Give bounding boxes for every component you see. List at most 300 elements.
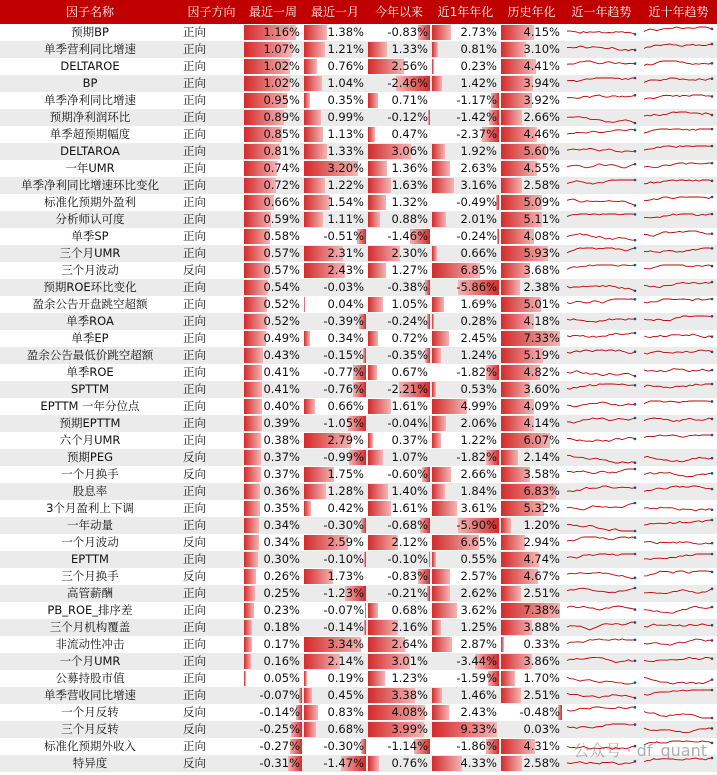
value-bar [368, 603, 378, 618]
value-cell-hist [500, 568, 563, 585]
sparkline-end-marker [711, 43, 714, 46]
value-cell-m1 [303, 381, 367, 398]
value-cell-w1 [243, 194, 303, 211]
value-text: 0.76% [327, 59, 364, 73]
sparkline-end-marker [634, 530, 637, 533]
sparkline-end-marker [634, 438, 637, 441]
value-cell-y1a [431, 721, 500, 738]
sparkline-1y [565, 500, 637, 517]
value-text: 9.33% [460, 722, 497, 736]
value-cell-hist [500, 262, 563, 279]
value-text: -1.42% [456, 110, 497, 124]
sparkline-1y [565, 432, 637, 449]
sparkline-1y [565, 381, 637, 398]
value-cell-hist [500, 687, 563, 704]
value-text: 0.43% [263, 348, 300, 362]
value-cell-hist [500, 364, 563, 381]
sparkline-end-marker [711, 265, 714, 268]
value-cell-y1a [431, 109, 500, 126]
factor-name: 盈余公告最低价跳空超额 [26, 348, 154, 362]
value-cell-ytd [367, 296, 431, 313]
sparkline-path [644, 624, 712, 627]
value-text: 0.41% [263, 382, 300, 396]
value-cell-y1a [431, 177, 500, 194]
value-bar [304, 705, 318, 720]
sparkline-10y [642, 704, 714, 721]
value-bar [244, 484, 260, 499]
value-cell-hist [500, 381, 563, 398]
value-text: 0.28% [460, 314, 497, 328]
sparkline-10y [642, 143, 714, 160]
sparkline-end-marker [711, 689, 714, 692]
value-cell-ytd [367, 194, 431, 211]
factor-name: 预期PEG [66, 450, 114, 464]
value-cell-hist [500, 211, 563, 228]
sparkline-10y [642, 500, 714, 517]
value-bar [432, 620, 441, 635]
value-cell-w1 [243, 126, 303, 143]
value-text: 3.86% [523, 654, 560, 668]
value-text: 1.70% [523, 671, 560, 685]
value-cell-m1 [303, 534, 367, 551]
value-text: 3.10% [523, 42, 560, 56]
sparkline-1y [565, 75, 637, 92]
sparkline-end-marker [634, 638, 637, 641]
value-text: 3.38% [391, 688, 428, 702]
value-bar [368, 399, 391, 414]
value-cell-y1a [431, 24, 500, 41]
factor-name: 标准化预期外收入 [44, 739, 136, 753]
value-cell-ytd [367, 41, 431, 58]
factor-direction: 正向 [183, 654, 206, 668]
value-bar [368, 501, 391, 516]
sparkline-1y [565, 364, 637, 381]
value-bar [368, 42, 387, 57]
factor-name: 预期净利润环比 [49, 110, 131, 124]
sparkline-end-marker [634, 204, 637, 207]
sparkline-end-marker [634, 417, 637, 420]
sparkline-path [567, 180, 635, 184]
sparkline-path [644, 334, 712, 338]
value-cell-ytd [367, 551, 431, 568]
sparkline-10y [642, 415, 714, 432]
value-cell-hist [500, 75, 563, 92]
value-cell-w1 [243, 738, 303, 755]
value-text: 0.83% [327, 705, 364, 719]
sparkline-path [567, 588, 635, 593]
value-text: -0.77% [323, 365, 364, 379]
factor-name: 单季营利同比增速 [44, 42, 136, 56]
value-text: -5.90% [456, 518, 497, 532]
value-text: 0.66% [263, 195, 300, 209]
sparkline-path [644, 129, 712, 133]
sparkline-1y [565, 653, 637, 670]
value-text: 4.18% [523, 314, 560, 328]
factor-direction: 正向 [183, 603, 206, 617]
value-bar [244, 501, 260, 516]
sparkline-1y [565, 466, 637, 483]
value-bar [244, 467, 261, 482]
sparkline-10y [642, 313, 714, 330]
value-cell-w1 [243, 721, 303, 738]
value-text: -1.82% [456, 450, 497, 464]
sparkline-1y [565, 228, 637, 245]
value-cell-ytd [367, 415, 431, 432]
value-text: 2.58% [523, 178, 560, 192]
value-bar [501, 450, 518, 465]
value-text: 0.49% [263, 331, 300, 345]
value-cell-hist [500, 738, 563, 755]
value-cell-w1 [243, 398, 303, 415]
sparkline-path [567, 31, 635, 34]
value-cell-y1a [431, 619, 500, 636]
value-bar [432, 144, 445, 159]
sparkline-end-marker [711, 434, 714, 437]
value-cell-w1 [243, 432, 303, 449]
sparkline-1y [565, 670, 637, 687]
value-cell-m1 [303, 262, 367, 279]
value-text: 0.38% [263, 433, 300, 447]
value-text: 1.04% [327, 76, 364, 90]
value-bar [304, 59, 317, 74]
value-cell-y1a [431, 194, 500, 211]
sparkline-end-marker [634, 289, 637, 292]
value-text: -1.05% [323, 416, 364, 430]
value-cell-w1 [243, 160, 303, 177]
value-cell-ytd [367, 534, 431, 551]
sparkline-end-marker [634, 553, 637, 556]
sparkline-10y [642, 381, 714, 398]
table-row [0, 517, 717, 534]
value-text: 1.07% [391, 450, 428, 464]
value-cell-y1a [431, 92, 500, 109]
value-text: 0.18% [263, 620, 300, 634]
sparkline-end-marker [711, 315, 714, 318]
factor-name: 预期BP [71, 25, 109, 39]
value-cell-ytd [367, 58, 431, 75]
value-text: 5.32% [523, 501, 560, 515]
value-bar [432, 331, 449, 346]
value-bar [432, 603, 457, 618]
value-text: 2.14% [523, 450, 560, 464]
value-bar [304, 76, 322, 91]
value-text: -1.14% [387, 739, 428, 753]
value-cell-y1a [431, 41, 500, 58]
sparkline-path [644, 435, 712, 438]
value-text: 0.35% [327, 93, 364, 107]
table-row [0, 262, 717, 279]
value-text: 1.63% [391, 178, 428, 192]
value-cell-hist [500, 500, 563, 517]
value-bar [501, 756, 522, 771]
value-cell-hist [500, 483, 563, 500]
value-text: 2.43% [327, 263, 364, 277]
value-cell-hist [500, 534, 563, 551]
factor-name: 三个月机构覆盖 [49, 620, 131, 634]
factor-direction: 正向 [183, 59, 206, 73]
value-cell-ytd [367, 636, 431, 653]
value-cell-m1 [303, 585, 367, 602]
value-text: -0.07% [323, 603, 364, 617]
table-row [0, 449, 717, 466]
value-bar [429, 416, 430, 431]
factor-name: 特异度 [72, 756, 108, 770]
factor-direction: 正向 [183, 399, 206, 413]
value-cell-w1 [243, 517, 303, 534]
value-text: 0.67% [391, 365, 428, 379]
value-cell-hist [500, 143, 563, 160]
value-text: 3.88% [523, 620, 560, 634]
value-text: -5.86% [456, 280, 497, 294]
value-bar [368, 195, 386, 210]
table-row [0, 75, 717, 92]
value-text: 3.62% [460, 603, 497, 617]
table-row [0, 313, 717, 330]
value-text: 2.58% [523, 756, 560, 770]
value-cell-y1a [431, 313, 500, 330]
value-cell-hist [500, 551, 563, 568]
value-text: 5.93% [523, 246, 560, 260]
value-bar [244, 620, 252, 635]
table-row [0, 466, 717, 483]
value-text: 1.21% [327, 42, 364, 56]
value-text: -0.14% [323, 620, 364, 634]
factor-name: DELTAROE [60, 59, 120, 73]
header-last-month: 最近一月 [310, 5, 359, 19]
value-cell-m1 [303, 228, 367, 245]
value-cell-w1 [243, 551, 303, 568]
table-row [0, 687, 717, 704]
sparkline-1y [565, 704, 637, 721]
value-cell-hist [500, 58, 563, 75]
header-trend-1y: 近一年趋势 [571, 5, 632, 19]
value-cell-y1a [431, 381, 500, 398]
sparkline-1y [565, 517, 637, 534]
value-text: -0.38% [387, 280, 428, 294]
value-text: 0.03% [523, 722, 560, 736]
value-text: 1.28% [327, 484, 364, 498]
value-cell-w1 [243, 755, 303, 772]
sparkline-path [644, 418, 712, 422]
sparkline-end-marker [711, 369, 714, 372]
sparkline-path [567, 455, 635, 463]
value-bar [432, 688, 442, 703]
sparkline-end-marker [711, 196, 714, 199]
value-bar [244, 518, 259, 533]
value-text: 5.60% [523, 144, 560, 158]
value-text: 2.87% [460, 637, 497, 651]
value-bar [368, 433, 373, 448]
value-text: 1.36% [391, 161, 428, 175]
value-cell-m1 [303, 177, 367, 194]
value-cell-m1 [303, 483, 367, 500]
value-cell-w1 [243, 500, 303, 517]
value-text: 1.24% [460, 348, 497, 362]
sparkline-end-marker [711, 571, 714, 574]
value-text: 4.14% [523, 416, 560, 430]
sparkline-end-marker [711, 77, 714, 80]
table-row [0, 483, 717, 500]
value-cell-m1 [303, 466, 367, 483]
value-text: 0.17% [263, 637, 300, 651]
sparkline-path [567, 319, 635, 322]
value-text: 1.69% [460, 297, 497, 311]
value-cell-ytd [367, 755, 431, 772]
sparkline-path [644, 589, 712, 594]
sparkline-path [644, 27, 712, 32]
value-bar [304, 671, 307, 686]
value-text: -0.27% [259, 739, 300, 753]
factor-name: 单季营收同比增速 [44, 688, 136, 702]
sparkline-10y [642, 126, 714, 143]
value-text: 0.19% [327, 671, 364, 685]
value-text: 0.26% [263, 569, 300, 583]
factor-direction: 正向 [183, 246, 206, 260]
value-text: -0.21% [387, 586, 428, 600]
sparkline-path [567, 537, 635, 541]
sparkline-path [644, 163, 712, 168]
value-text: 0.68% [327, 722, 364, 736]
value-cell-w1 [243, 585, 303, 602]
value-bar [244, 569, 256, 584]
value-cell-w1 [243, 636, 303, 653]
sparkline-10y [642, 670, 714, 687]
value-bar [304, 501, 311, 516]
value-text: 0.34% [263, 535, 300, 549]
factor-name: 预期EPTTM [59, 416, 121, 430]
value-cell-hist [500, 602, 563, 619]
value-cell-hist [500, 126, 563, 143]
sparkline-end-marker [711, 639, 714, 642]
value-text: 1.27% [391, 263, 428, 277]
value-cell-hist [500, 449, 563, 466]
header-direction: 因子方向 [187, 5, 236, 19]
sparkline-path [567, 299, 635, 304]
sparkline-path [567, 503, 635, 510]
value-text: 4.46% [523, 127, 560, 141]
sparkline-1y [565, 194, 637, 211]
factor-name: 预期ROE环比变化 [43, 280, 137, 294]
value-text: -1.23% [323, 586, 364, 600]
sparkline-path [644, 690, 712, 695]
value-bar [304, 297, 305, 312]
factor-direction: 正向 [183, 586, 206, 600]
factor-direction: 正向 [183, 620, 206, 634]
sparkline-path [567, 573, 635, 579]
sparkline-10y [642, 636, 714, 653]
factor-direction: 正向 [183, 484, 206, 498]
value-cell-ytd [367, 517, 431, 534]
sparkline-1y [565, 687, 637, 704]
value-cell-ytd [367, 721, 431, 738]
sparkline-end-marker [711, 247, 714, 250]
value-cell-w1 [243, 415, 303, 432]
table-row [0, 568, 717, 585]
value-cell-w1 [243, 58, 303, 75]
sparkline-1y [565, 24, 637, 41]
sparkline-path [644, 542, 712, 545]
value-text: 3.99% [391, 722, 428, 736]
value-text: 0.89% [263, 110, 300, 124]
sparkline-end-marker [634, 247, 637, 250]
factor-direction: 正向 [183, 552, 206, 566]
value-text: 4.08% [391, 705, 428, 719]
value-text: 5.01% [523, 297, 560, 311]
sparkline-path [567, 707, 635, 711]
sparkline-10y [642, 245, 714, 262]
factor-name: 单季EP [71, 331, 109, 345]
value-cell-y1a [431, 245, 500, 262]
value-cell-w1 [243, 534, 303, 551]
value-text: 3.20% [327, 161, 364, 175]
factor-direction: 正向 [183, 93, 206, 107]
sparkline-path [567, 248, 635, 253]
factor-direction: 正向 [183, 229, 206, 243]
sparkline-end-marker [634, 461, 637, 464]
value-text: 6.83% [523, 484, 560, 498]
value-text: 2.06% [460, 416, 497, 430]
sparkline-end-marker [634, 403, 637, 406]
value-bar [244, 348, 263, 363]
factor-name: 单季超预期幅度 [49, 127, 131, 141]
value-text: -0.68% [387, 518, 428, 532]
value-text: 2.79% [327, 433, 364, 447]
factor-name: 一个月反转 [61, 705, 119, 719]
value-bar [368, 127, 375, 142]
value-cell-w1 [243, 41, 303, 58]
value-text: 2.45% [460, 331, 497, 345]
sparkline-1y [565, 41, 637, 58]
sparkline-path [567, 606, 635, 610]
sparkline-path [644, 712, 712, 719]
value-cell-m1 [303, 279, 367, 296]
factor-name: 非流动性冲击 [55, 637, 125, 651]
sparkline-10y [642, 24, 714, 41]
sparkline-path [567, 129, 635, 134]
factor-direction: 正向 [183, 416, 206, 430]
factor-name: 分析师认可度 [55, 212, 125, 226]
value-cell-ytd [367, 585, 431, 602]
value-text: 0.66% [460, 246, 497, 260]
sparkline-1y [565, 483, 637, 500]
value-text: -0.31% [259, 756, 300, 770]
sparkline-path [567, 46, 635, 51]
value-text: 0.42% [327, 501, 364, 515]
value-text: 1.33% [327, 144, 364, 158]
sparkline-10y [642, 483, 714, 500]
value-cell-y1a [431, 449, 500, 466]
value-text: 0.05% [263, 671, 300, 685]
table-row [0, 534, 717, 551]
factor-direction: 正向 [183, 382, 206, 396]
sparkline-end-marker [711, 335, 714, 338]
value-cell-y1a [431, 262, 500, 279]
value-bar [368, 93, 378, 108]
sparkline-1y [565, 585, 637, 602]
value-text: 1.84% [460, 484, 497, 498]
sparkline-1y [565, 58, 637, 75]
sparkline-10y [642, 551, 714, 568]
value-text: 1.75% [327, 467, 364, 481]
sparkline-10y [642, 653, 714, 670]
value-cell-m1 [303, 75, 367, 92]
factor-name: 公募持股市值 [55, 671, 125, 685]
factor-direction: 正向 [183, 127, 206, 141]
value-text: 6.65% [460, 535, 497, 549]
sparkline-1y [565, 449, 637, 466]
sparkline-end-marker [711, 145, 714, 148]
value-cell-m1 [303, 670, 367, 687]
